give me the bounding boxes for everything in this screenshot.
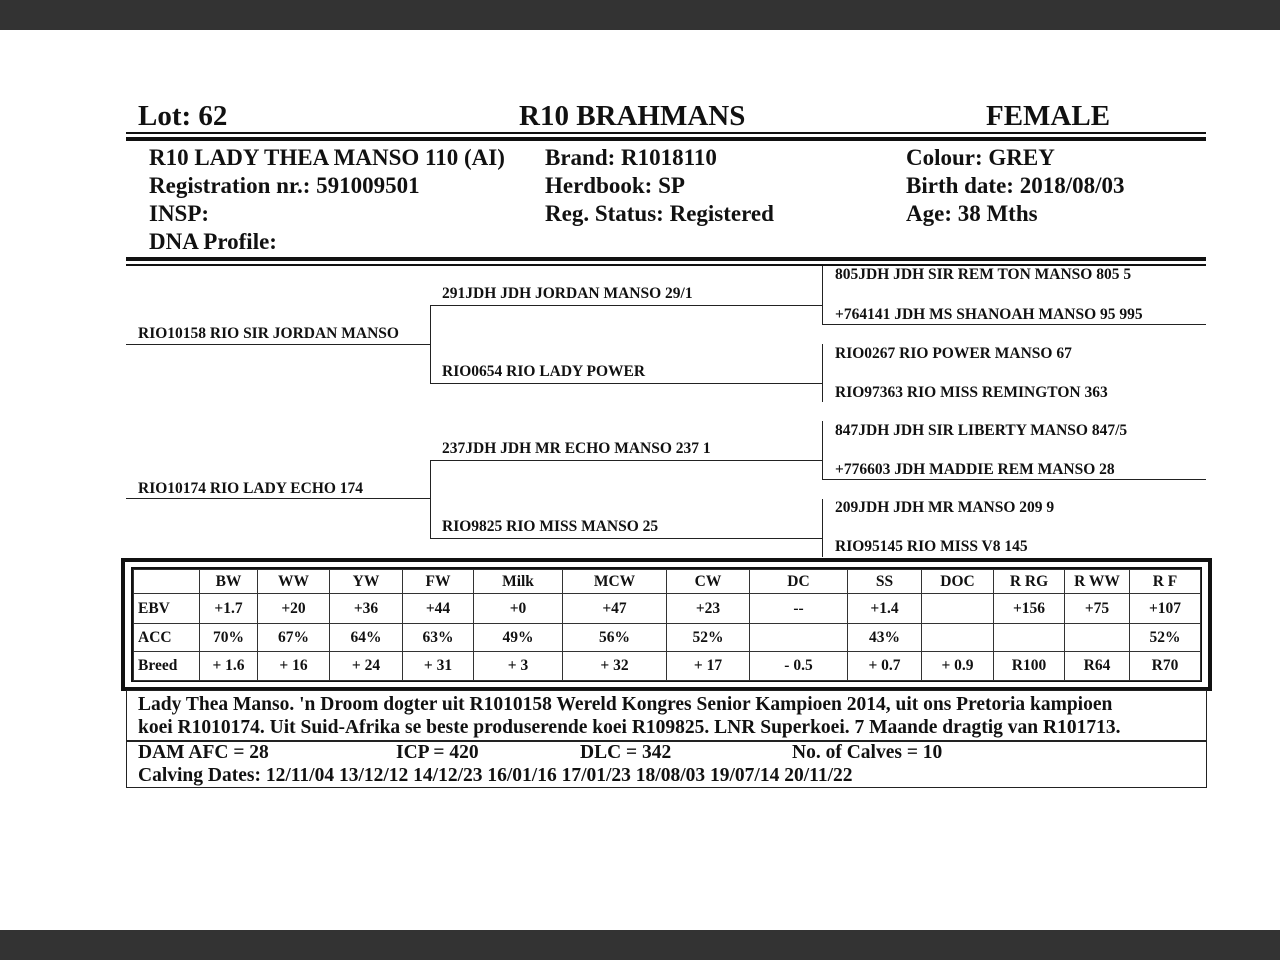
maternal-granddam: RIO9825 RIO MISS MANSO 25 bbox=[442, 518, 659, 535]
great-grandparent-6: +776603 JDH MADDIE REM MANSO 28 bbox=[835, 461, 1115, 478]
table-cell: 64% bbox=[330, 624, 403, 652]
table-cell: +20 bbox=[258, 594, 330, 624]
header-cell: WW bbox=[258, 570, 330, 594]
table-cell: R70 bbox=[1130, 652, 1201, 681]
paternal-granddam: RIO0654 RIO LADY POWER bbox=[442, 363, 646, 380]
header-cell: SS bbox=[848, 570, 922, 594]
header-cell: R WW bbox=[1065, 570, 1130, 594]
brand: Brand: R1018110 bbox=[545, 145, 717, 170]
table-cell bbox=[994, 624, 1065, 652]
birth-date: Birth date: 2018/08/03 bbox=[906, 173, 1125, 198]
table-cell: + 31 bbox=[403, 652, 474, 681]
acc-row bbox=[134, 624, 1201, 652]
table-cell: 67% bbox=[258, 624, 330, 652]
insp-label: INSP: bbox=[149, 201, 210, 226]
header-rule-thick bbox=[126, 137, 1206, 141]
table-cell bbox=[1065, 624, 1130, 652]
table-cell: 70% bbox=[200, 624, 258, 652]
dna-profile-label: DNA Profile: bbox=[149, 229, 277, 254]
table-cell bbox=[922, 594, 994, 624]
table-cell: +1.4 bbox=[848, 594, 922, 624]
comment-line-2: koei R1010174. Uit Suid-Afrika se beste produserende koei R109825. LNR Superkoei. 7 Maande dragtig van R101713. bbox=[138, 717, 1121, 738]
registration-status: Reg. Status: Registered bbox=[545, 201, 774, 226]
table-cell: +36 bbox=[330, 594, 403, 624]
great-grandparent-4: RIO97363 RIO MISS REMINGTON 363 bbox=[835, 384, 1108, 401]
table-cell: 52% bbox=[1130, 624, 1201, 652]
header-cell: FW bbox=[403, 570, 474, 594]
table-cell: + 16 bbox=[258, 652, 330, 681]
paternal-grandsire: 291JDH JDH JORDAN MANSO 29/1 bbox=[442, 285, 693, 302]
table-cell bbox=[750, 624, 848, 652]
dam-afc: DAM AFC = 28 bbox=[138, 742, 269, 763]
header-cell: BW bbox=[200, 570, 258, 594]
top-frame-bar bbox=[0, 0, 1280, 30]
number-of-calves: No. of Calves = 10 bbox=[792, 742, 943, 763]
lot-number: Lot: 62 bbox=[138, 100, 228, 132]
bottom-frame-bar bbox=[0, 930, 1280, 960]
table-cell: +0 bbox=[474, 594, 563, 624]
great-grandparent-8: RIO95145 RIO MISS V8 145 bbox=[835, 538, 1028, 555]
table-cell: R100 bbox=[994, 652, 1065, 681]
dlc: DLC = 342 bbox=[580, 742, 672, 763]
registration-number: Registration nr.: 591009501 bbox=[149, 173, 420, 198]
table-cell bbox=[922, 624, 994, 652]
table-cell: - 0.5 bbox=[750, 652, 848, 681]
table-cell: R64 bbox=[1065, 652, 1130, 681]
table-cell: + 3 bbox=[474, 652, 563, 681]
table-cell: +44 bbox=[403, 594, 474, 624]
table-cell: +107 bbox=[1130, 594, 1201, 624]
colour: Colour: GREY bbox=[906, 145, 1055, 170]
ebv-header-row bbox=[134, 570, 1201, 594]
age: Age: 38 Mths bbox=[906, 201, 1038, 226]
calving-dates: Calving Dates: 12/11/04 13/12/12 14/12/23 16/01/16 17/01/23 18/08/03 19/07/14 20/11/22 bbox=[138, 765, 853, 786]
table-cell: + 0.9 bbox=[922, 652, 994, 681]
herdbook: Herdbook: SP bbox=[545, 173, 685, 198]
table-cell: + 24 bbox=[330, 652, 403, 681]
row-label: EBV bbox=[134, 594, 200, 624]
table-cell: +75 bbox=[1065, 594, 1130, 624]
table-cell: +23 bbox=[667, 594, 750, 624]
table-cell: -- bbox=[750, 594, 848, 624]
table-cell: + 1.6 bbox=[200, 652, 258, 681]
header-cell: DOC bbox=[922, 570, 994, 594]
header-cell: YW bbox=[330, 570, 403, 594]
sire-name: RIO10158 RIO SIR JORDAN MANSO bbox=[138, 325, 399, 342]
table-cell: 63% bbox=[403, 624, 474, 652]
table-cell: +156 bbox=[994, 594, 1065, 624]
breed-title: R10 BRAHMANS bbox=[519, 100, 746, 132]
header-cell: R F bbox=[1130, 570, 1201, 594]
animal-name: R10 LADY THEA MANSO 110 (AI) bbox=[149, 145, 505, 170]
table-cell: + 32 bbox=[563, 652, 667, 681]
header-cell: CW bbox=[667, 570, 750, 594]
header-cell: MCW bbox=[563, 570, 667, 594]
table-cell: + 0.7 bbox=[848, 652, 922, 681]
table-cell: +47 bbox=[563, 594, 667, 624]
great-grandparent-7: 209JDH JDH MR MANSO 209 9 bbox=[835, 499, 1055, 516]
header-cell: Milk bbox=[474, 570, 563, 594]
icp: ICP = 420 bbox=[396, 742, 479, 763]
maternal-grandsire: 237JDH JDH MR ECHO MANSO 237 1 bbox=[442, 440, 711, 457]
ebv-table bbox=[133, 569, 1201, 681]
header-cell: R RG bbox=[994, 570, 1065, 594]
comment-line-1: Lady Thea Manso. 'n Droom dogter uit R1010158 Wereld Kongres Senior Kampioen 2014, uit ons Pretoria kampioen bbox=[138, 694, 1113, 715]
great-grandparent-1: 805JDH JDH SIR REM TON MANSO 805 5 bbox=[835, 266, 1132, 283]
table-cell: 49% bbox=[474, 624, 563, 652]
dam-name: RIO10174 RIO LADY ECHO 174 bbox=[138, 480, 364, 497]
breed-row bbox=[134, 652, 1201, 681]
great-grandparent-2: +764141 JDH MS SHANOAH MANSO 95 995 bbox=[835, 306, 1143, 323]
sex-label: FEMALE bbox=[986, 100, 1111, 132]
table-cell: + 17 bbox=[667, 652, 750, 681]
ebv-row bbox=[134, 594, 1201, 624]
header-cell bbox=[134, 570, 200, 594]
table-cell: 43% bbox=[848, 624, 922, 652]
header-rule-thin bbox=[126, 132, 1206, 134]
great-grandparent-3: RIO0267 RIO POWER MANSO 67 bbox=[835, 345, 1072, 362]
row-label: ACC bbox=[134, 624, 200, 652]
header-cell: DC bbox=[750, 570, 848, 594]
great-grandparent-5: 847JDH JDH SIR LIBERTY MANSO 847/5 bbox=[835, 422, 1128, 439]
table-cell: +1.7 bbox=[200, 594, 258, 624]
table-cell: 52% bbox=[667, 624, 750, 652]
row-label: Breed bbox=[134, 652, 200, 681]
table-cell: 56% bbox=[563, 624, 667, 652]
info-rule-thick bbox=[126, 257, 1206, 261]
